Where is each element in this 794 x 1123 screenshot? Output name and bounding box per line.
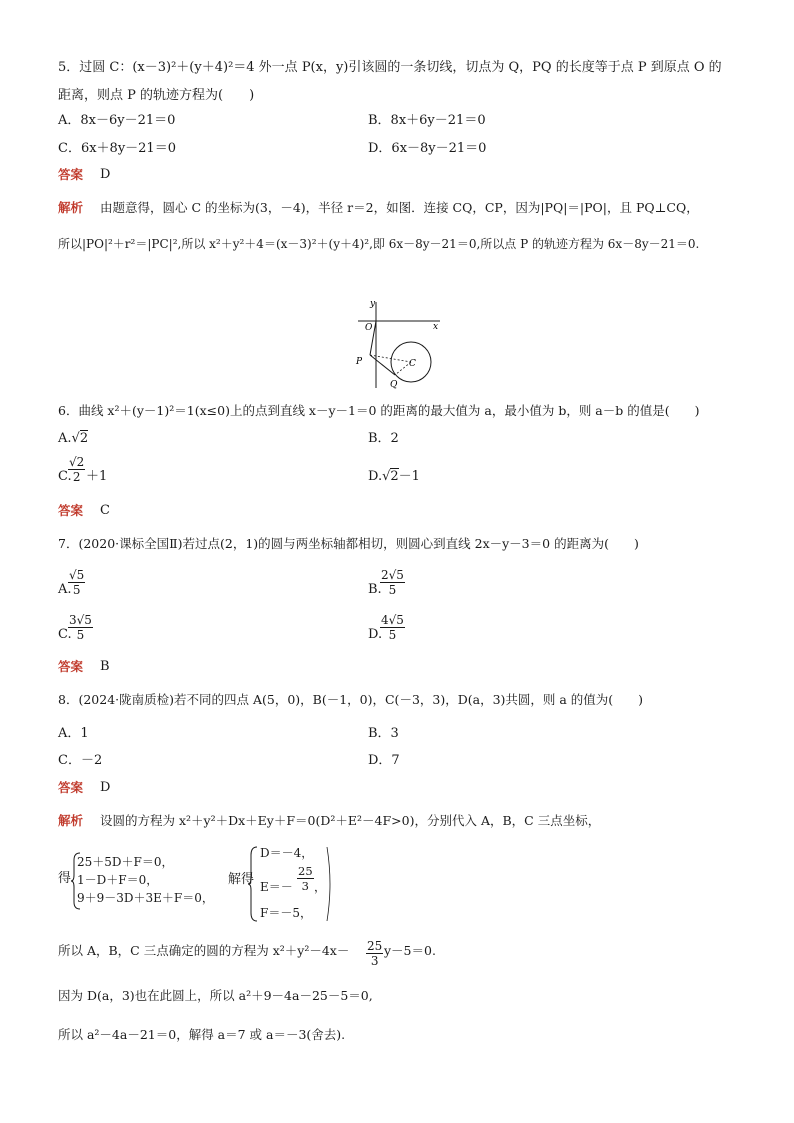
q7-b-den: 5 [388, 583, 397, 597]
q7-b-num: 2√5 [381, 568, 404, 582]
q8-circle-line-pre: 所以 A，B，C 三点确定的圆的方程为 x²＋y²－4x－ [58, 943, 350, 958]
q8-system-line2: 1－D＋F＝0， [77, 873, 159, 887]
q6-d-radicand: 2 [390, 469, 399, 484]
q7-c-fraction [68, 613, 93, 642]
q8-result-line2-suf: ， [314, 880, 327, 894]
q8-answer-label: 答案 [58, 780, 84, 795]
q5-option-b: B．8x＋6y－21＝0 [368, 113, 486, 128]
q5-answer-label: 答案 [58, 167, 84, 182]
q8-result-line2-pre: E＝－ [260, 880, 293, 894]
fig-y-label: y [370, 299, 376, 309]
q5-stem-line1: 5．过圆 C：(x－3)²＋(y＋4)²＝4 外一点 P(x，y)引该圆的一条切线，切点为 Q，PQ 的长度等于点 P 到原点 O 的 [58, 60, 722, 75]
q6-c-num: √2 [69, 455, 85, 469]
q5-option-c: C．6x＋8y－21＝0 [58, 141, 176, 156]
q8-analysis-label: 解析 [58, 813, 84, 828]
q7-b-prefix: B. [368, 582, 382, 597]
q5-option-d: D．6x－8y－21＝0 [368, 141, 487, 156]
q8-system-line3: 9＋9－3D＋3E＋F＝0， [77, 891, 214, 905]
q7-answer-value: B [100, 659, 110, 674]
fig-q-label: Q [390, 380, 398, 390]
q6-option-b: B．2 [368, 431, 399, 446]
q5-analysis-line1: 由题意得，圆心 C 的坐标为(3，－4)，半径 r＝2，如图．连接 CQ，CP，因为|PQ|＝|PO|，且 PQ⊥CQ， [100, 200, 699, 215]
fig-x-label: x [433, 322, 439, 332]
q6-c-suffix: ＋1 [86, 469, 108, 484]
fig-p-label: P [356, 357, 363, 367]
q8-final-line: 所以 a²－4a－21＝0，解得 a＝7 或 a＝－3(舍去). [58, 1027, 346, 1042]
q8-option-c: C．－2 [58, 753, 103, 768]
q7-a-prefix: A. [58, 582, 72, 597]
q7-c-num: 3√5 [69, 613, 92, 627]
q8-result-e-den: 3 [301, 879, 309, 893]
q8-analysis-line1: 设圆的方程为 x²＋y²＋Dx＋Ey＋F＝0(D²＋E²－4F>0)，分别代入 A，B，C 三点坐标， [100, 813, 601, 828]
q6-option-d [368, 469, 420, 485]
q7-d-den: 5 [388, 628, 397, 642]
q8-result-e-num: 25 [298, 864, 313, 878]
q5-figure [350, 296, 450, 391]
q7-a-num: √5 [69, 568, 85, 582]
q8-d-line: 因为 D(a，3)也在此圆上，所以 a²＋9－4a－25－5＝0, [58, 988, 373, 1003]
q6-c-prefix: C. [58, 469, 72, 484]
q8-result-line3: F＝－5， [260, 906, 312, 920]
q8-option-b: B．3 [368, 726, 399, 741]
q6-answer-label: 答案 [58, 503, 84, 518]
q7-a-fraction [68, 568, 85, 597]
q7-d-fraction [380, 613, 405, 642]
q5-stem-line2: 距离，则点 P 的轨迹方程为( ) [58, 88, 255, 103]
fig-o-label: O [365, 323, 373, 333]
q8-stem: 8．(2024·陇南质检)若不同的四点 A(5，0)，B(－1，0)，C(－3，3)，D(a，3)共圆，则 a 的值为( ) [58, 692, 644, 707]
q7-c-den: 5 [76, 628, 85, 642]
q8-result-line1: D＝－4， [260, 846, 314, 860]
q8-circle-num: 25 [367, 939, 383, 953]
sqrt-sign: √ [71, 431, 80, 446]
q8-answer-value: D [100, 780, 111, 795]
q6-d-suffix: －1 [398, 469, 420, 484]
q6-c-den: 2 [72, 470, 81, 484]
q8-circle-den: 3 [370, 954, 379, 968]
q8-result-right-bracket [326, 846, 332, 922]
q6-c-fraction [68, 455, 85, 484]
fig-c-label: C [409, 359, 416, 369]
q8-system-line1: 25＋5D＋F＝0， [77, 855, 174, 869]
q8-option-a: A．1 [58, 726, 89, 741]
q7-a-den: 5 [72, 583, 81, 597]
q7-answer-label: 答案 [58, 659, 84, 674]
q5-option-a: A．8x－6y－21＝0 [58, 113, 176, 128]
q6-stem: 6．曲线 x²＋(y－1)²＝1(x≤0)上的点到直线 x－y－1＝0 的距离的最大值为 a，最小值为 b，则 a－b 的值是( ) [58, 403, 700, 418]
q7-stem: 7．(2020·课标全国Ⅱ)若过点(2，1)的圆与两坐标轴都相切，则圆心到直线 2x－y－3＝0 的距离为( ) [58, 536, 639, 551]
q5-analysis-line2: 所以|PO|²＋r²＝|PC|²,所以 x²＋y²＋4＝(x－3)²＋(y＋4)²,即 6x－8y－21＝0,所以点 P 的轨迹方程为 6x－8y－21＝0. [58, 237, 700, 251]
q6-answer-value: C [100, 503, 110, 518]
q8-system-de: 得 [58, 871, 72, 886]
q8-circle-fraction [366, 939, 383, 968]
q8-result-e-fraction [297, 864, 314, 893]
q8-result-jiede: 解得 [228, 872, 255, 887]
q5-answer-value: D [100, 167, 111, 182]
q7-d-prefix: D. [368, 627, 383, 642]
q6-a-prefix: A. [58, 431, 72, 446]
q5-analysis-label: 解析 [58, 200, 84, 215]
q8-circle-line-suf: y－5＝0. [384, 943, 436, 958]
q8-option-d: D．7 [368, 753, 400, 768]
q7-b-fraction [380, 568, 405, 597]
q6-a-radicand: 2 [79, 431, 89, 446]
q6-d-prefix: D. [368, 469, 383, 484]
sqrt-sign: √ [382, 469, 391, 484]
q7-d-num: 4√5 [381, 613, 404, 627]
q6-option-a [58, 431, 88, 447]
q7-c-prefix: C. [58, 627, 72, 642]
